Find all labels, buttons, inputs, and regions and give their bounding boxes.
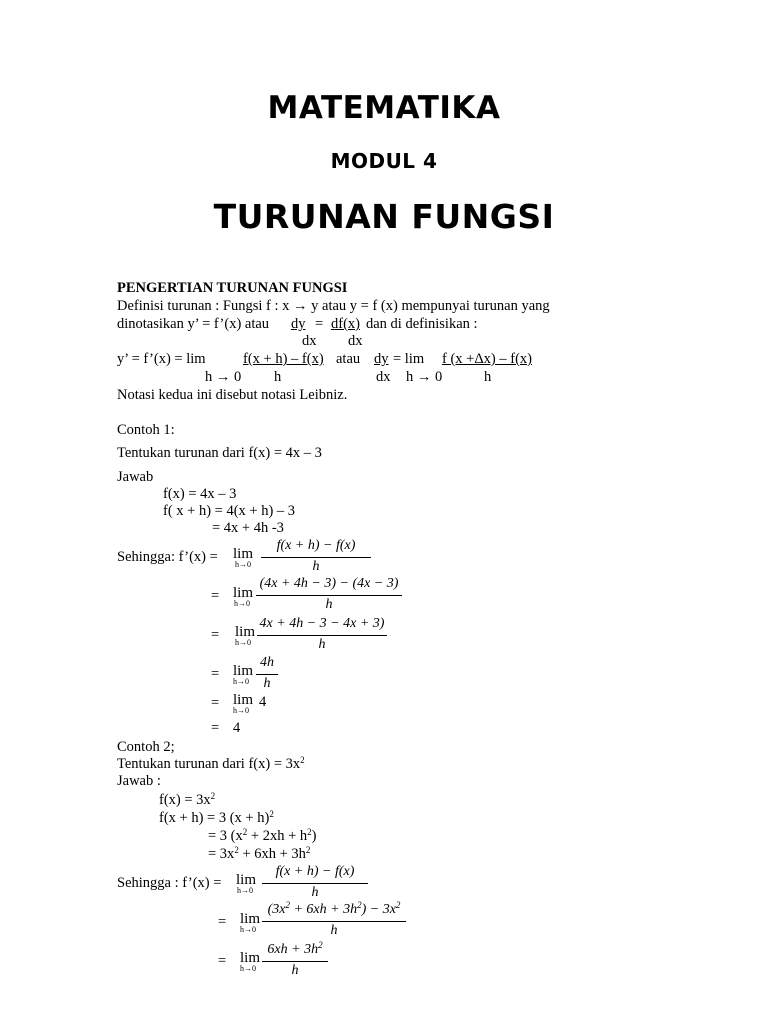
leibniz-dfx: df(x): [331, 316, 360, 332]
equals-sign: =: [218, 953, 227, 969]
equals-sign: =: [211, 666, 220, 682]
fraction-denominator: h: [330, 923, 338, 938]
example-1-fraction-2: [256, 576, 402, 614]
section-heading: PENGERTIAN TURUNAN FUNGSI: [117, 280, 348, 296]
limit-operator: lim: [233, 692, 254, 708]
example-2-sehingga: Sehingga : f’(x) =: [117, 875, 222, 891]
denominator-dx: dx: [376, 369, 391, 385]
limit-subscript: h→0: [240, 964, 256, 973]
document-title: MATEMATIKA: [267, 90, 501, 126]
example-1-step-1: f(x) = 4x – 3: [163, 486, 237, 502]
fraction-bar: [262, 921, 406, 922]
example-1-step-3: = 4x + 4h -3: [212, 520, 284, 536]
topic-title: TURUNAN FUNGSI: [213, 197, 555, 236]
example-2-fraction-2: [262, 902, 406, 940]
equals-sign: =: [211, 627, 220, 643]
example-2-label: Contoh 2;: [117, 739, 175, 755]
fraction-denominator: h: [263, 676, 271, 691]
limit-subscript-2: h → 0: [406, 369, 443, 385]
equals-sign: =: [315, 316, 324, 332]
leibniz-dy-2: dy: [374, 351, 389, 367]
equals-sign: =: [211, 720, 220, 736]
limit-subscript: h→0: [233, 706, 249, 715]
fraction-numerator: (4x + 4h − 3) − (4x − 3): [259, 576, 399, 591]
fraction-denominator: h: [291, 963, 299, 978]
lim-text-2: = lim: [393, 351, 425, 367]
fraction-denominator: h: [312, 559, 320, 574]
leibniz-dy: dy: [291, 316, 306, 332]
limit-operator: lim: [233, 663, 254, 679]
limit-operator: lim: [233, 585, 254, 601]
fraction-bar: [261, 557, 371, 558]
example-1-fraction-3: [257, 616, 387, 654]
example-1-final-result: 4: [233, 720, 241, 736]
equals-sign: =: [211, 695, 220, 711]
fraction-numerator: $(3x^2 + 6xh + 3h^2) - 3x^2$: [267, 900, 401, 917]
fraction-bar: [256, 595, 402, 596]
limit-operator: lim: [236, 872, 257, 888]
limit-operator: lim: [233, 546, 254, 562]
fraction-numerator: $6xh + 3h^2$: [267, 940, 323, 957]
fraction-numerator: f(x + h) − f(x): [275, 864, 355, 879]
limit-subscript: h→0: [235, 638, 251, 647]
fraction-bar: [262, 883, 368, 884]
leibniz-dx-1: dx: [302, 333, 317, 349]
example-2-step-3: = 3 $(x^2 + 2xh + h^2)$: [208, 827, 317, 844]
equals-sign: =: [211, 588, 220, 604]
example-2-fraction-3: [262, 942, 328, 980]
definition-line-2: [117, 316, 269, 333]
limit-subscript: h→0: [233, 677, 249, 686]
fraction-numerator: f(x + h) − f(x): [276, 538, 356, 553]
definition-line-1: Definisi turunan : Fungsi f : x → y atau y = f (x) mempunyai turunan yang: [117, 298, 550, 314]
atau-text: atau: [336, 351, 361, 367]
example-2-step-2: f(x + h) = 3 $(x + h)^2$: [159, 809, 274, 826]
limit-subscript: h→0: [235, 560, 251, 569]
example-1-fraction-1: [261, 538, 371, 576]
fraction-denominator: h: [311, 885, 319, 900]
example-2-step-1: $f(x) = 3x^2$: [159, 791, 216, 808]
difference-quotient: f(x + h) – f(x): [243, 351, 324, 367]
limit-operator: lim: [235, 624, 256, 640]
fraction-numerator: 4h: [260, 655, 274, 670]
fraction-denominator: h: [318, 637, 326, 652]
limit-operator: lim: [240, 950, 261, 966]
module-label: MODUL 4: [330, 149, 438, 173]
denominator-h-2: h: [484, 369, 492, 385]
example-1-result-4: 4: [259, 694, 267, 710]
equals-sign: =: [218, 914, 227, 930]
example-1-question: Tentukan turunan dari f(x) = 4x – 3: [117, 445, 322, 461]
example-2-question: Tentukan turunan dari $f(x) = 3x^2$: [117, 755, 305, 772]
limit-operator: lim: [240, 911, 261, 927]
definition-continuation: dan di definisikan :: [366, 316, 478, 332]
derivative-lim-text: y’ = f’(x) = lim: [117, 351, 206, 367]
example-1-step-2: f( x + h) = 4(x + h) – 3: [163, 503, 296, 519]
fraction-bar: [256, 674, 278, 675]
limit-subscript: h→0: [237, 886, 253, 895]
example-2-fraction-1: [262, 864, 368, 902]
fraction-denominator: h: [325, 597, 333, 612]
fraction-numerator: 4x + 4h − 3 − 4x + 3): [259, 616, 385, 631]
example-1-sehingga: Sehingga: f’(x) =: [117, 549, 218, 565]
leibniz-dx-2: dx: [348, 333, 363, 349]
denominator-h-1: h: [274, 369, 282, 385]
fraction-bar: [262, 961, 328, 962]
delta-quotient: f (x +Δx) – f(x): [442, 351, 532, 367]
example-1-label: Contoh 1:: [117, 422, 175, 438]
limit-subscript-1: h → 0: [205, 369, 242, 385]
fraction-bar: [257, 635, 387, 636]
leibniz-note: Notasi kedua ini disebut notasi Leibniz.: [117, 387, 348, 403]
example-1-answer-label: Jawab: [117, 469, 154, 485]
example-2-answer-label: Jawab :: [117, 773, 161, 789]
limit-subscript: h→0: [240, 925, 256, 934]
limit-subscript: h→0: [234, 599, 250, 608]
definition-notation-text: dinotasikan y’ = f’(x) atau: [117, 316, 270, 332]
example-2-step-4: = $3x^2 + 6xh + 3h^2$: [208, 845, 311, 862]
example-1-fraction-4: [256, 655, 278, 693]
